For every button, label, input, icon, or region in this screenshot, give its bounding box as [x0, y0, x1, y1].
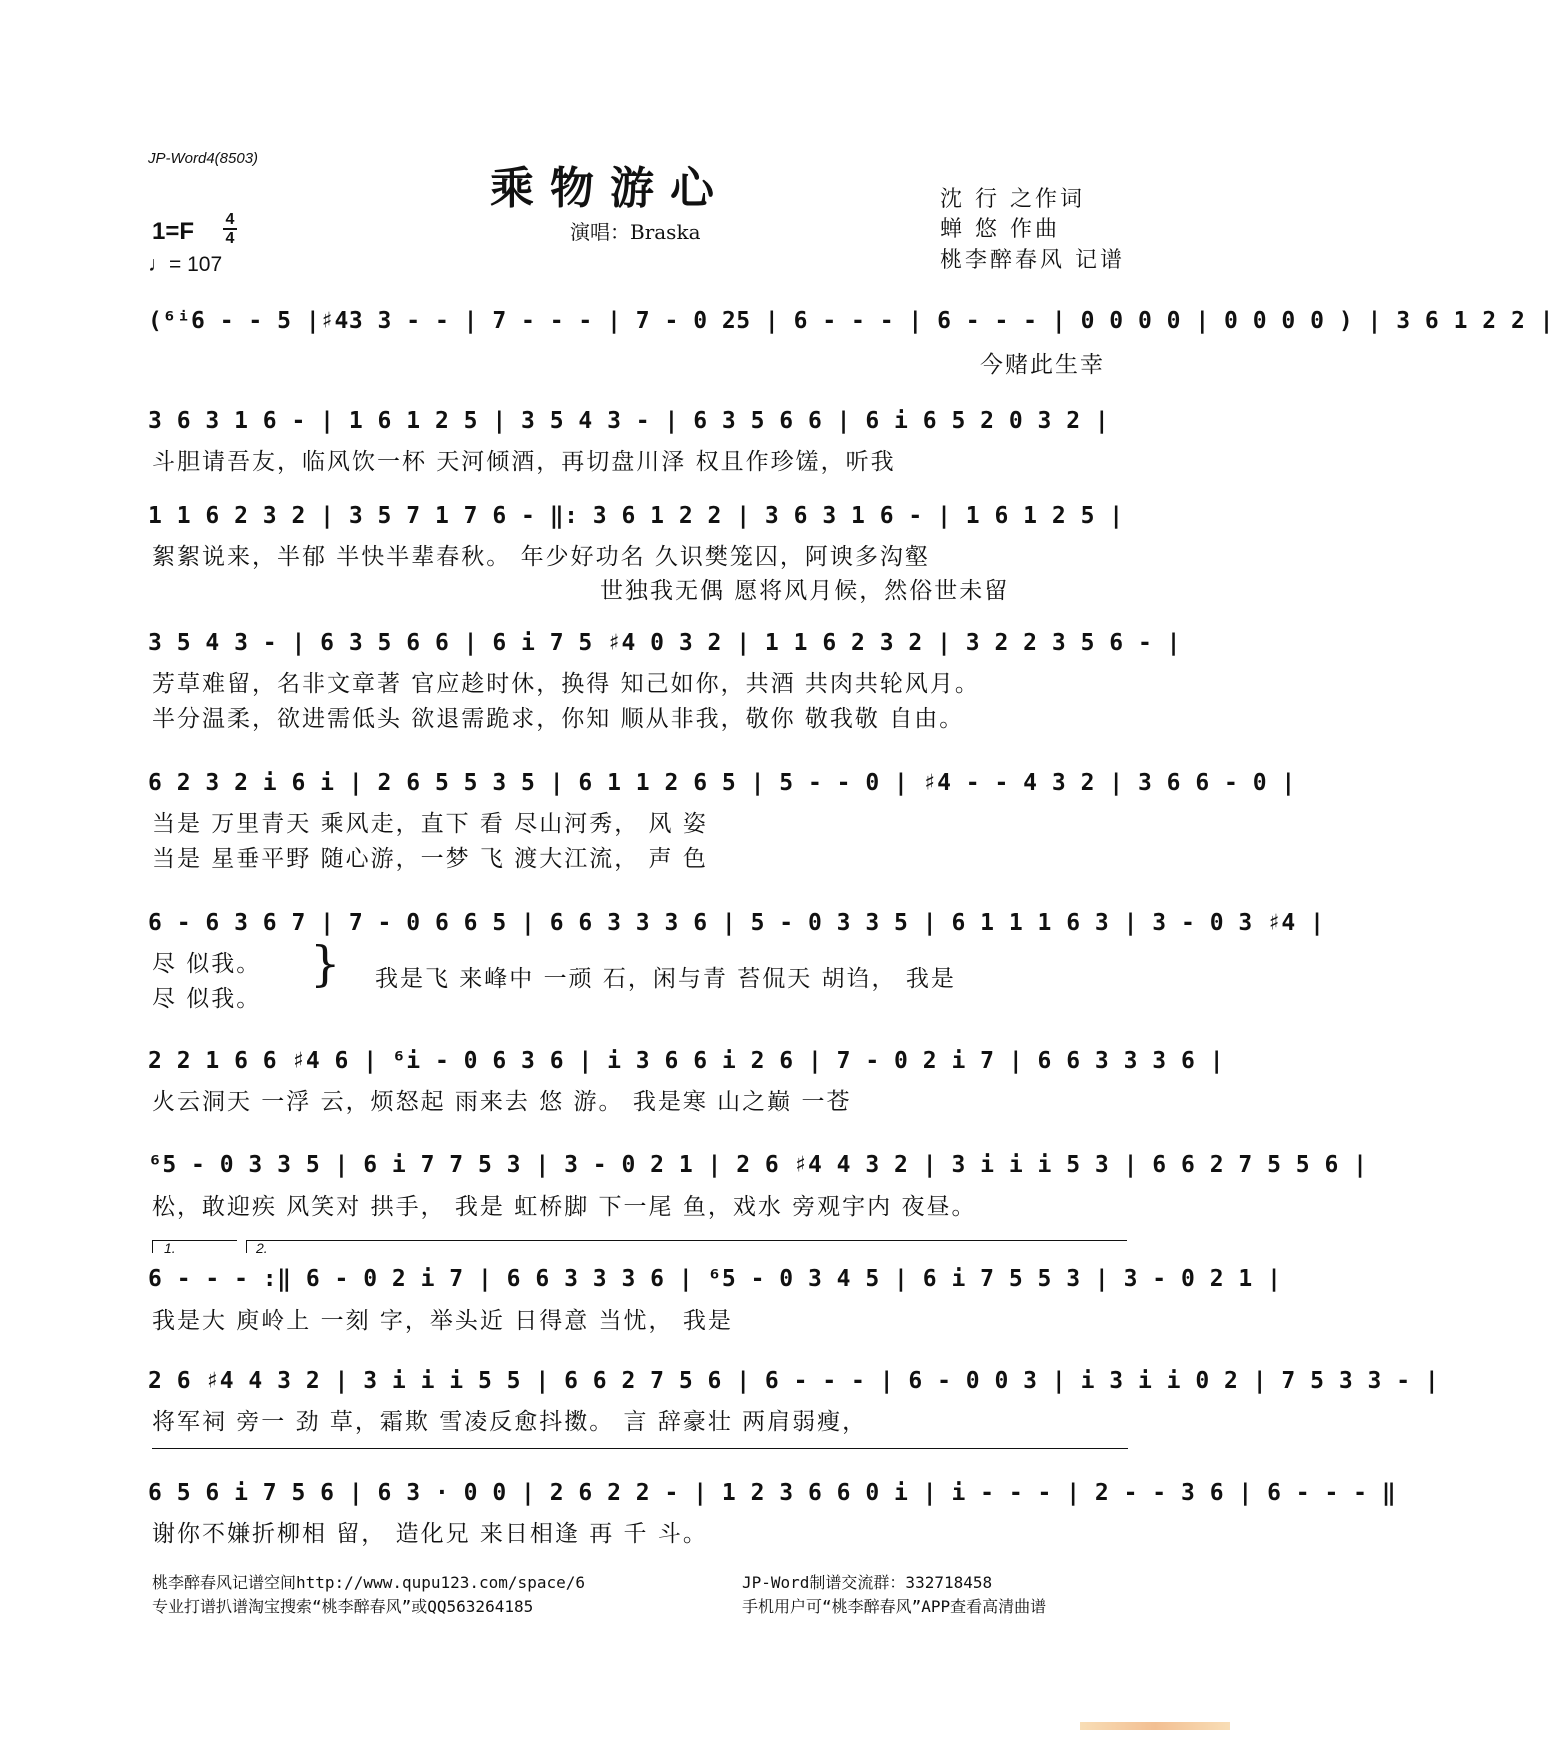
score-lyrics-4b: 半分温柔，欲进需低头 欲退需跪求，你知 顺从非我，敬你 敬我敬 自由。: [152, 706, 965, 732]
score-lyrics-9a: 我是大 庾岭上 一刻 字，举头近 日得意 当忧， 我是: [152, 1308, 733, 1334]
composer-credit: 蝉 悠 作曲: [940, 217, 1060, 242]
time-signature-top: 4: [225, 211, 235, 228]
software-tag: JP-Word4(8503): [148, 150, 259, 167]
lyric-brace: }: [310, 936, 341, 992]
time-signature-bottom: 4: [225, 230, 235, 247]
score-notes-6: 6 - 6 3 6 7 | 7 - 0 6 6 5 | 6 6 3 3 3 6 | 5 - 0 3 3 5 | 6 1 1 1 6 3 | 3 - 0 3 ♯4 |: [148, 910, 1325, 936]
score-lyrics-3b: 世独我无偶 愿将风月候，然俗世未留: [600, 578, 1010, 604]
score-lyrics-11a: 谢你不嫌折柳相 留， 造化兄 来日相逢 再 千 斗。: [152, 1521, 708, 1547]
final-system-rule: [152, 1448, 1128, 1449]
time-signature: [223, 212, 237, 246]
score-notes-9: 6 - - - :‖ 6 - 0 2 i 7 | 6 6 3 3 3 6 | ⁶5 - 0 3 4 5 | 6 i 7 5 5 3 | 3 - 0 2 1 |: [148, 1266, 1282, 1292]
key-signature: 1=F: [152, 218, 195, 245]
score-notes-7: 2 2 1 6 6 ♯4 6 | ⁶i - 0 6 3 6 | i 3 6 6 i 2 6 | 7 - 0 2 i 7 | 6 6 3 3 3 6 |: [148, 1048, 1225, 1074]
footer-right-2: 手机用户可“桃李醉春风”APP查看高清曲谱: [742, 1597, 1047, 1616]
transcriber-credit: 桃李醉春风 记谱: [940, 248, 1125, 273]
score-notes-5: 6 2 3 2 i 6 i | 2 6 5 5 3 5 | 6 1 1 2 6 5 | 5 - - 0 | ♯4 - - 4 3 2 | 3 6 6 - 0 |: [148, 770, 1296, 796]
score-lyrics-5a: 当是 万里青天 乘风走，直下 看 尽山河秀， 风 姿: [152, 811, 708, 837]
watermark-strip: [1080, 1722, 1230, 1730]
score-lyrics-1a: 今赌此生幸: [980, 352, 1105, 378]
lyricist-credit: 沈 行 之作词: [940, 187, 1085, 212]
score-lyrics-2a: 斗胆请吾友，临风饮一杯 天河倾酒，再切盘川泽 权且作珍馐，听我: [152, 449, 896, 475]
volta-2-label: 2.: [256, 1240, 268, 1256]
score-lyrics-5b: 当是 星垂平野 随心游，一梦 飞 渡大江流， 声 色: [152, 846, 708, 872]
score-notes-2: 3 6 3 1 6 - | 1 6 1 2 5 | 3 5 4 3 - | 6 3 5 6 6 | 6 i 6 5 2 0 3 2 |: [148, 408, 1110, 434]
song-title: 乘物游心: [490, 163, 730, 214]
tempo-marking: ♩= 107: [148, 253, 223, 276]
score-notes-1: (⁶ⁱ6 - - 5 |♯43 3 - - | 7 - - - | 7 - 0 25 | 6 - - - | 6 - - - | 0 0 0 0 | 0 0 0 0 ) | 3 6 1 2 2 |: [148, 308, 1554, 334]
score-lyrics-4a: 芳草难留，名非文章著 官应趁时休，换得 知己如你，共酒 共肉共轮风月。: [152, 671, 980, 697]
score-lyrics-8a: 松，敢迎疾 风笑对 拱手， 我是 虹桥脚 下一尾 鱼，戏水 旁观宇内 夜昼。: [152, 1194, 977, 1220]
footer-left-2: 专业打谱扒谱淘宝搜索“桃李醉春风”或QQ563264185: [152, 1597, 534, 1616]
score-lyrics-10a: 将军祠 旁一 劲 草，霜欺 雪凌反愈抖擞。 言 辞豪壮 两肩弱瘦，: [152, 1409, 868, 1435]
score-notes-11: 6 5 6 i 7 5 6 | 6 3 · 0 0 | 2 6 2 2 - | 1 2 3 6 6 0 i | i - - - | 2 - - 3 6 | 6 - - - ‖: [148, 1480, 1397, 1506]
score-lyrics-6a: 尽 似我。: [152, 951, 262, 977]
footer-right-1: JP-Word制谱交流群：332718458: [742, 1573, 993, 1592]
score-lyrics-6b: 尽 似我。: [152, 986, 262, 1012]
score-notes-4: 3 5 4 3 - | 6 3 5 6 6 | 6 i 7 5 ♯4 0 3 2 | 1 1 6 2 3 2 | 3 2 2 3 5 6 - |: [148, 630, 1181, 656]
score-notes-3: 1 1 6 2 3 2 | 3 5 7 1 7 6 - ‖: 3 6 1 2 2 | 3 6 3 1 6 - | 1 6 1 2 5 |: [148, 503, 1124, 529]
score-lyrics-3a: 絮絮说来，半郁 半快半辈春秋。 年少好功名 久识樊笼囚，阿谀多沟壑: [152, 544, 930, 570]
score-lyrics-7a: 火云洞天 一浮 云，烦怒起 雨来去 悠 游。 我是寒 山之巅 一苍: [152, 1089, 852, 1115]
footer-left-1: 桃李醉春风记谱空间http://www.qupu123.com/space/6: [152, 1573, 585, 1592]
score-lyrics-6-side: 我是飞 来峰中 一顽 石，闲与青 苔侃天 胡诌， 我是: [375, 966, 956, 992]
performer: 演唱：Braska: [570, 220, 701, 244]
volta-1-label: 1.: [164, 1240, 176, 1256]
score-notes-10: 2 6 ♯4 4 3 2 | 3 i i i 5 5 | 6 6 2 7 5 6 | 6 - - - | 6 - 0 0 3 | i 3 i i 0 2 | 7 5 3 3 - |: [148, 1368, 1440, 1394]
score-notes-8: ⁶5 - 0 3 3 5 | 6 i 7 7 5 3 | 3 - 0 2 1 | 2 6 ♯4 4 3 2 | 3 i i i 5 3 | 6 6 2 7 5 5 6 |: [148, 1152, 1368, 1178]
volta-2-bracket: [246, 1240, 1127, 1253]
